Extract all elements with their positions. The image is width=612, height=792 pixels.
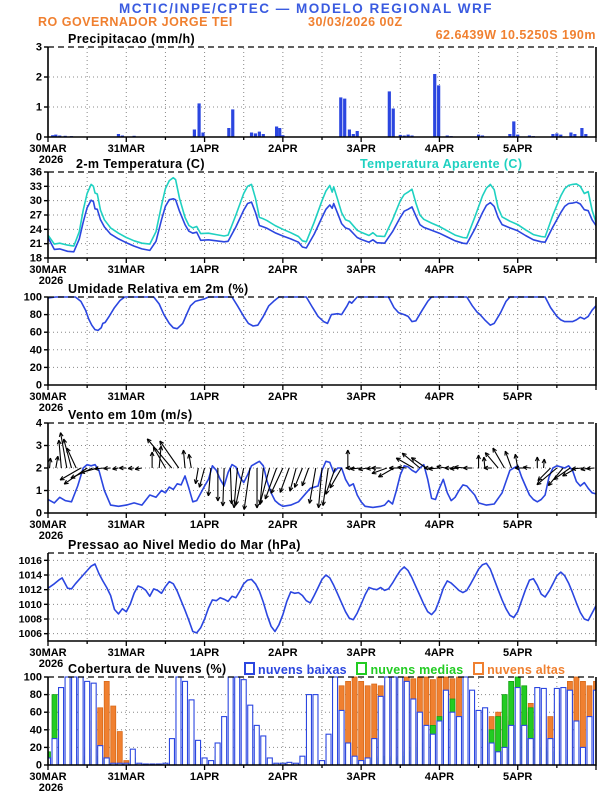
model-title: MCTIC/INPE/CPTEC — MODELO REGIONAL WRF: [119, 1, 493, 16]
svg-text:30MAR: 30MAR: [29, 771, 67, 783]
panel-title-humidity: Umidade Relativa em 2m (%): [68, 282, 249, 296]
svg-text:40: 40: [29, 724, 42, 737]
svg-text:0: 0: [35, 759, 42, 772]
svg-text:3APR: 3APR: [346, 519, 376, 531]
station-coords: 62.6439W 10.5250S 190m: [435, 28, 596, 42]
panel-title-pressure: Pressao ao Nivel Medio do Mar (hPa): [68, 538, 301, 552]
svg-text:4APR: 4APR: [424, 391, 455, 403]
svg-text:1APR: 1APR: [189, 647, 220, 659]
svg-text:36: 36: [29, 166, 42, 179]
svg-text:3: 3: [35, 41, 42, 54]
svg-text:1APR: 1APR: [189, 264, 220, 276]
svg-text:2026: 2026: [38, 530, 64, 542]
svg-text:1APR: 1APR: [189, 519, 220, 531]
high-clouds-swatch-icon: [473, 662, 484, 675]
svg-text:31MAR: 31MAR: [107, 519, 145, 531]
svg-text:2: 2: [35, 71, 42, 84]
svg-text:4APR: 4APR: [424, 771, 455, 783]
svg-text:5APR: 5APR: [503, 143, 533, 155]
svg-text:1: 1: [35, 101, 42, 114]
svg-text:1006: 1006: [18, 628, 42, 641]
svg-text:3: 3: [35, 440, 42, 452]
svg-text:21: 21: [29, 238, 42, 251]
svg-text:30MAR: 30MAR: [29, 264, 67, 276]
svg-text:2APR: 2APR: [268, 771, 298, 783]
svg-text:2026: 2026: [38, 154, 64, 166]
svg-text:1014: 1014: [18, 569, 42, 582]
svg-text:1012: 1012: [18, 584, 42, 597]
svg-text:4APR: 4APR: [424, 143, 455, 155]
svg-text:3APR: 3APR: [346, 391, 376, 403]
svg-text:3APR: 3APR: [346, 143, 376, 155]
svg-text:1APR: 1APR: [189, 391, 220, 403]
panel-title-apparent-temperature: Temperatura Aparente (C): [360, 157, 523, 171]
svg-text:30MAR: 30MAR: [29, 519, 67, 531]
svg-text:100: 100: [23, 671, 42, 684]
svg-text:2026: 2026: [38, 275, 64, 287]
svg-text:31MAR: 31MAR: [107, 647, 145, 659]
svg-text:30: 30: [29, 195, 42, 208]
svg-text:30MAR: 30MAR: [29, 143, 67, 155]
svg-text:4APR: 4APR: [424, 647, 455, 659]
svg-text:33: 33: [29, 180, 42, 193]
legend-label-mid: nuvens medias: [370, 663, 464, 677]
svg-text:18: 18: [29, 252, 42, 265]
svg-text:2APR: 2APR: [268, 391, 298, 403]
svg-text:5APR: 5APR: [503, 264, 533, 276]
svg-text:3APR: 3APR: [346, 264, 376, 276]
svg-text:1010: 1010: [18, 598, 42, 611]
svg-text:1APR: 1APR: [189, 143, 220, 155]
svg-text:31MAR: 31MAR: [107, 771, 145, 783]
svg-text:31MAR: 31MAR: [107, 391, 145, 403]
svg-text:1016: 1016: [18, 554, 42, 567]
svg-text:4: 4: [35, 417, 42, 430]
clouds-title-text: Cobertura de Nuvens (%): [68, 662, 227, 676]
svg-text:1: 1: [35, 485, 42, 497]
station-name: RO GOVERNADOR JORGE TEI: [38, 15, 233, 29]
svg-text:2026: 2026: [38, 782, 64, 792]
svg-text:0: 0: [35, 131, 42, 144]
svg-text:5APR: 5APR: [503, 519, 533, 531]
svg-text:31MAR: 31MAR: [107, 264, 145, 276]
svg-text:3APR: 3APR: [346, 771, 376, 783]
panel-title-clouds: [68, 662, 227, 676]
legend-label-high: nuvens altas: [487, 663, 566, 677]
svg-text:0: 0: [35, 507, 42, 520]
legend-item-low-clouds: [244, 663, 350, 677]
svg-text:1APR: 1APR: [189, 771, 220, 783]
svg-text:31MAR: 31MAR: [107, 143, 145, 155]
run-datetime: 30/03/2026 00Z: [308, 15, 403, 29]
svg-text:20: 20: [29, 361, 42, 374]
low-clouds-swatch-icon: [244, 662, 255, 675]
svg-text:80: 80: [29, 689, 42, 702]
svg-text:24: 24: [29, 223, 42, 236]
svg-text:5APR: 5APR: [503, 771, 533, 783]
svg-text:2APR: 2APR: [268, 647, 298, 659]
svg-text:30MAR: 30MAR: [29, 391, 67, 403]
legend-item-high-clouds: [473, 663, 565, 677]
svg-text:27: 27: [29, 209, 42, 222]
panel-title-precipitation: Precipitacao (mm/h): [68, 32, 196, 46]
clouds-legend: [238, 662, 565, 677]
svg-text:2APR: 2APR: [268, 264, 298, 276]
svg-text:40: 40: [29, 344, 42, 357]
panel-title-temperature: 2-m Temperatura (C): [76, 157, 205, 171]
svg-text:20: 20: [29, 741, 42, 754]
legend-item-mid-clouds: [356, 663, 467, 677]
svg-text:5APR: 5APR: [503, 391, 533, 403]
svg-text:0: 0: [35, 379, 42, 392]
svg-text:60: 60: [29, 326, 42, 339]
svg-text:100: 100: [23, 291, 42, 304]
legend-label-low: nuvens baixas: [258, 663, 347, 677]
panel-title-wind: Vento em 10m (m/s): [68, 408, 193, 422]
svg-text:80: 80: [29, 309, 42, 322]
svg-text:4APR: 4APR: [424, 264, 455, 276]
svg-text:2: 2: [35, 462, 42, 475]
svg-text:3APR: 3APR: [346, 647, 376, 659]
svg-text:60: 60: [29, 706, 42, 719]
svg-text:1008: 1008: [18, 613, 42, 626]
svg-text:2026: 2026: [38, 402, 64, 414]
svg-text:2APR: 2APR: [268, 143, 298, 155]
svg-text:2026: 2026: [38, 658, 64, 670]
svg-text:4APR: 4APR: [424, 519, 455, 531]
svg-text:5APR: 5APR: [503, 647, 533, 659]
svg-text:30MAR: 30MAR: [29, 647, 67, 659]
mid-clouds-swatch-icon: [356, 662, 367, 675]
svg-text:2APR: 2APR: [268, 519, 298, 531]
